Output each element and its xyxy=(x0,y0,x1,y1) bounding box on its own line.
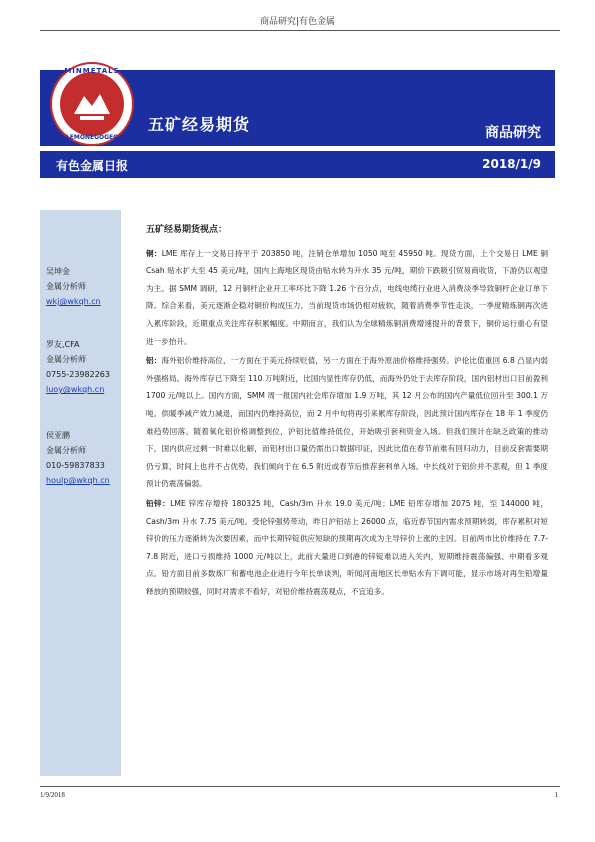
paragraph-lead: 铝： xyxy=(146,356,162,366)
analyst-phone: 010-59837833 xyxy=(46,461,105,470)
paragraph-text: LME 库存上一交易日持平于 203850 吨，注销仓单增加 1050 吨至 45950 吨。现货方面，上个交易日 LME 铜 Csah 贴水扩大至 45 美元/吨，国内上海地区现货由贴水转为升水 35 元/吨，期价下跌吸引贸易商收货，下游仍以观望为主。据 SMM 调研，12 月铜杆企业开工率环比下降 1.26 个百分点，电线电缆行业进入消费淡季导致铜杆企业订单下降。综合来看，美元逐渐企稳对铜价构成压力，当前现货市场仍相对疲软，随着消费季节性走淡，一季度精炼铜再次进入累库阶段，近期重点关注库存积累幅度。中期而言，我们认为全球精炼铜消费增速提升的背景下，铜价运行重心有望进一步抬升。 xyxy=(146,248,549,346)
logo-mountain-icon xyxy=(60,72,124,136)
analyst-card xyxy=(46,428,110,488)
report-date: 2018/1/9 xyxy=(482,157,541,171)
analyst-role: 金属分析师 xyxy=(46,446,86,455)
analyst-role: 金属分析师 xyxy=(46,355,86,364)
analyst-name: 吴坤金 xyxy=(46,267,70,276)
analyst-phone: 0755-23982263 xyxy=(46,370,110,379)
main-content xyxy=(146,222,548,602)
company-logo xyxy=(50,62,134,146)
page-number: 1 xyxy=(554,791,558,799)
viewpoint-title: 五矿经易期货视点： xyxy=(146,225,228,235)
logo-top-text: MINMETALS xyxy=(64,67,120,75)
running-header: 商品研究|有色金属 xyxy=(259,17,336,27)
analyst-role: 金属分析师 xyxy=(46,282,86,291)
report-subbar xyxy=(40,151,555,178)
paragraph-lead: 铜： xyxy=(146,248,162,258)
logo-emblem-icon xyxy=(60,72,124,136)
paragraph-copper xyxy=(146,245,548,351)
footer-rule xyxy=(40,786,560,787)
header-rule xyxy=(40,30,560,31)
analyst-name: 罗友,CFA xyxy=(46,340,80,349)
banner xyxy=(40,67,555,146)
analyst-card xyxy=(46,264,101,309)
company-name: 五矿经易期货 xyxy=(148,115,251,134)
report-title: 有色金属日报 xyxy=(56,159,129,173)
footer-date: 1/9/2018 xyxy=(40,791,65,799)
analyst-email-link[interactable]: houlp@wkqh.cn xyxy=(46,476,110,485)
paragraph-lead: 铅锌： xyxy=(146,498,171,508)
paragraph-text: 海外铝价维持高位，一方面在于美元持续贬值，另一方面在于海外原油价格维持强势。沪伦比值重回 6.8 凸显内弱外强格局。海外库存已下降至 110 万吨附近，比国内显性库存仍低，而海外仍处于去库存阶段，国内铝材出口目前盈利 1700 元/吨以上。国内方面，SMM 周一报国内社会库存增加 1.9 万吨，其 12 月公布的国内产量低位回升至 300.1 万吨。供暖季减产效力减退，而国内仍维持高位，而 2 月中旬将再引来累库存阶段，因此预计国内库存在 18 年 1 季度仍难趋势回落。随着氧化铝价格调整到位，沪铝比值维持低位，开始吸引套利资金入场。但我们预计在缺乏政策的推动下，国内供应过剩一时难以化解，而铝材出口量仍需出口数据印证，因此比值在春节前难有回归动力，目前反套需要期仍亏算，时间上也并不占优势，我们倾向于在 6.5 附近或春节后推荐套利单入场。中长线对于铝价并不悲观，但 1 季度预计仍震荡偏弱。 xyxy=(146,356,548,489)
paragraph-aluminum xyxy=(146,352,548,493)
analyst-email-link[interactable]: wkj@wkqh.cn xyxy=(46,297,101,306)
analyst-card xyxy=(46,337,110,397)
logo-bottom-text: LEMONEGOGEG xyxy=(65,134,119,141)
analyst-email-link[interactable]: luoy@wkqh.cn xyxy=(46,385,105,394)
paragraph-lead-zinc xyxy=(146,495,548,601)
analyst-name: 侯亚鹏 xyxy=(46,431,70,440)
section-name: 商品研究 xyxy=(485,125,541,141)
analyst-sidebar xyxy=(40,210,121,776)
paragraph-text: LME 锌库存增持 180325 吨，Cash/3m 升水 19.0 美元/吨；LME 铅库存增加 2075 吨，至 144000 吨，Cash/3m 升水 7.75 美元/吨。受伦锌强势带动，昨日沪铅站上 26000 点，临近春节国内需求预期转弱，库存累积对短锌价的压力逐渐转为次要因素，而中长期锌锭供应短缺的预期再次成为主导锌价上涨的主因。目前两市比价维持在 7.7-7.8 附近，进口亏损维持 1000 元/吨以上，此前大量进口到港的锌锭难以进入关内，短期维持震荡偏强、中期看多观点。铅方面目前多数炼厂和蓄电池企业进行今年长单谈判，听闻河南地区长单贴水有下调可能，显示市场对再生铅增量释放的预期较强，同时对需求不看好，对铅价维持震荡观点，不宜追多。 xyxy=(146,498,549,596)
